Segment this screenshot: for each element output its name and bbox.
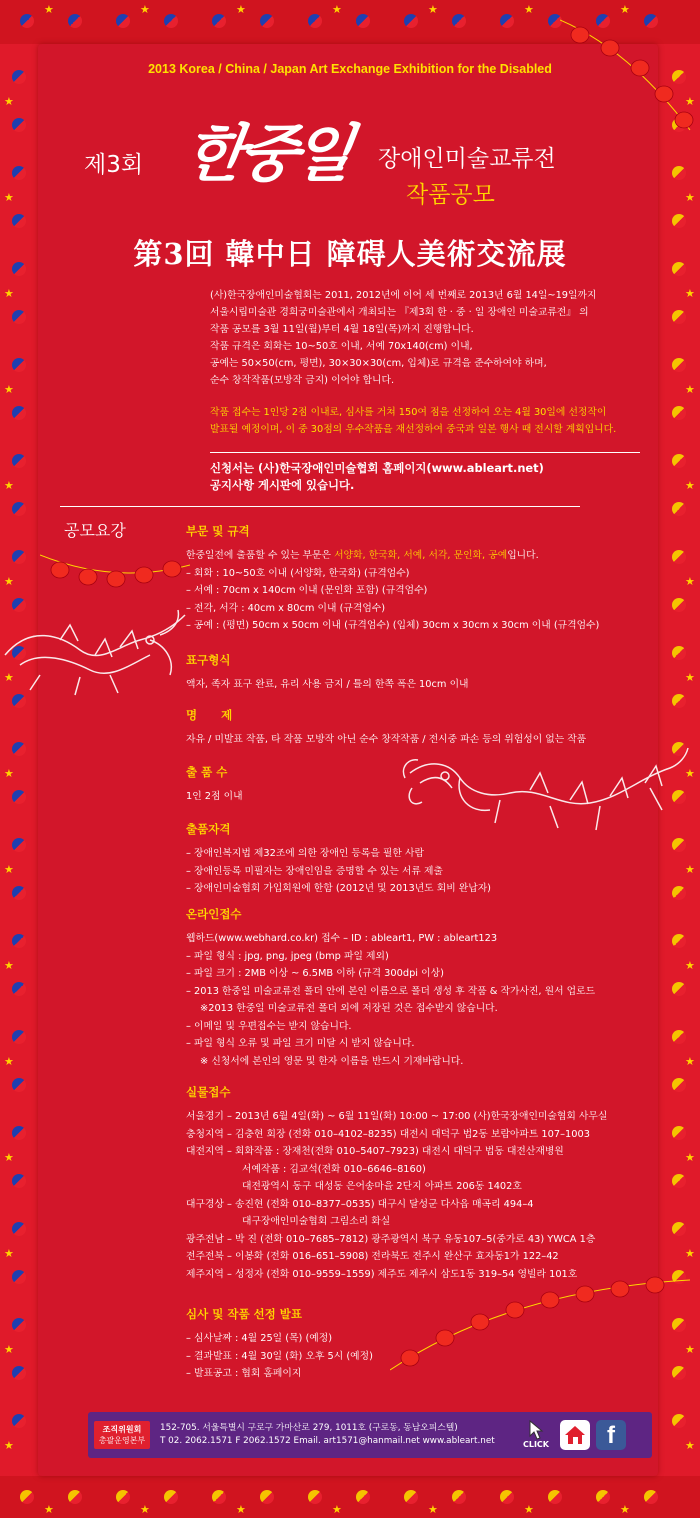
border-dot <box>12 1174 26 1188</box>
section-body <box>186 930 656 1070</box>
cursor-icon <box>528 1420 544 1440</box>
star-icon: ★ <box>524 3 534 16</box>
star-icon: ★ <box>685 383 695 396</box>
border-dot <box>672 550 686 564</box>
border-dot <box>68 1490 82 1504</box>
list-item: – 발표공고 : 협회 홈페이지 <box>186 1368 302 1379</box>
section-title: 부문 및 규격 <box>186 524 250 538</box>
star-icon: ★ <box>685 575 695 588</box>
divider <box>210 452 640 453</box>
border-dot <box>452 14 466 28</box>
list-item: 대구경상 – 송진현 (전화 010–8377–0535) 대구시 달성군 다사읍 매곡리 494–4 <box>186 1198 534 1210</box>
star-icon: ★ <box>685 863 695 876</box>
list-item: 전주전북 – 이봉화 (전화 016–651–5908) 전라북도 전주시 완산구 효자동1가 122–42 <box>186 1251 559 1262</box>
border-dot <box>164 1490 178 1504</box>
star-icon: ★ <box>685 1247 695 1260</box>
address-line: 152-705. 서울특별시 구로구 가마산로 279, 1011호 (구로동, 동남오피스텔) <box>160 1423 458 1433</box>
border-dot <box>12 310 26 324</box>
border-dot <box>672 358 686 372</box>
list-item: 웹하드(www.webhard.co.kr) 접수 – ID : ableart1, PW : ableart123 <box>186 933 498 944</box>
list-item: – 이메일 및 우편접수는 받지 않습니다. <box>186 1020 352 1032</box>
border-dot <box>672 1174 686 1188</box>
star-icon: ★ <box>685 95 695 108</box>
border-dot <box>212 1490 226 1504</box>
border-dot <box>356 14 370 28</box>
organizer-line: 조직위원회 <box>102 1425 142 1434</box>
border-bottom <box>0 1476 700 1518</box>
list-item: – 서예 : 70cm x 140cm 이내 (문인화 포함) (규격엄수) <box>186 585 428 596</box>
star-icon: ★ <box>4 575 14 588</box>
hanja-title: 第3回 韓中日 障碍人美術交流展 <box>133 237 567 271</box>
section-physical <box>186 1084 656 1283</box>
border-dot <box>12 982 26 996</box>
star-icon: ★ <box>4 767 14 780</box>
star-icon: ★ <box>524 1503 534 1516</box>
intro-line: (사)한국장애인미술협회는 2011, 2012년에 이어 세 번째로 2013년 6월 14일~19일까지 <box>210 290 597 301</box>
section-body <box>186 547 656 635</box>
section-title: 실물접수 <box>186 1085 231 1099</box>
section-title: 출 품 수 <box>186 765 228 779</box>
application-line: 공지사항 게시판에 있습니다. <box>210 478 355 492</box>
section-body: 1인 2점 이내 <box>186 791 243 802</box>
facebook-icon: f <box>607 1422 615 1449</box>
list-item: 제주지역 – 성정자 (전화 010–9559–1559) 제주도 제주시 삼도1동 319–54 영빌라 101호 <box>186 1268 578 1280</box>
border-dot <box>308 14 322 28</box>
star-icon: ★ <box>4 479 14 492</box>
border-dot <box>672 1078 686 1092</box>
star-icon: ★ <box>428 3 438 16</box>
border-dot <box>12 1222 26 1236</box>
list-item: – 전각, 서각 : 40cm x 80cm 이내 (규격엄수) <box>186 602 386 614</box>
border-dot <box>116 14 130 28</box>
star-icon: ★ <box>428 1503 438 1516</box>
border-dot <box>212 14 226 28</box>
border-dot <box>672 886 686 900</box>
border-dot <box>308 1490 322 1504</box>
border-dot <box>672 310 686 324</box>
border-dot <box>12 838 26 852</box>
star-icon: ★ <box>4 383 14 396</box>
star-icon: ★ <box>620 1503 630 1516</box>
star-icon: ★ <box>4 671 14 684</box>
border-dot <box>404 14 418 28</box>
border-dot <box>672 694 686 708</box>
border-dot <box>500 14 514 28</box>
star-icon: ★ <box>685 191 695 204</box>
list-item: 서예작품 : 김교석(전화 010–6646–8160) <box>242 1163 426 1175</box>
lead-text: 입니다. <box>507 550 539 561</box>
star-icon: ★ <box>685 1439 695 1452</box>
home-button[interactable] <box>560 1420 590 1450</box>
border-dot <box>12 1030 26 1044</box>
border-dot <box>12 454 26 468</box>
star-icon: ★ <box>685 1151 695 1164</box>
border-dot <box>672 454 686 468</box>
requirements-label: 공모요강 <box>64 521 126 540</box>
section-body: 액자, 족자 표구 완료, 유리 사용 금지 / 틀의 한쪽 폭은 10cm 이내 <box>186 679 469 690</box>
list-item: ※ 신청서에 본인의 영문 및 한자 이름을 반드시 기재바랍니다. <box>200 1055 464 1067</box>
border-dot <box>12 1414 26 1428</box>
border-dot <box>404 1490 418 1504</box>
border-dot <box>356 1490 370 1504</box>
section-title: 온라인접수 <box>186 907 242 921</box>
contact-line: T 02. 2062.1571 F 2062.1572 Email. art1571@hanmail.net www.ableart.net <box>160 1436 495 1446</box>
border-dot <box>260 14 274 28</box>
border-dot <box>12 934 26 948</box>
border-dot <box>500 1490 514 1504</box>
border-dot <box>596 1490 610 1504</box>
list-item: – 장애인등록 미필자는 장애인임을 증명할 수 있는 서류 제출 <box>186 865 443 877</box>
star-icon: ★ <box>332 1503 342 1516</box>
intro-text <box>210 287 650 389</box>
edition-label: 제3회 <box>84 152 144 178</box>
intro-line: 작품 규격은 회화는 10~50호 이내, 서예 70x140(cm) 이내, <box>210 341 473 352</box>
section-body: 자유 / 미발표 작품, 타 작품 모방작 아닌 순수 창작작품 / 전시중 파손 등의 위험성이 없는 작품 <box>186 734 587 745</box>
border-dot <box>672 838 686 852</box>
star-icon: ★ <box>4 1343 14 1356</box>
list-item: 대전광역시 동구 대성동 은어송마을 2단지 아파트 206동 1402호 <box>242 1181 522 1192</box>
intro-line: 서울시립미술관 경희궁미술관에서 개최되는 『제3회 한 · 중 · 일 장애인 미술교류전』 의 <box>210 307 589 318</box>
border-dot <box>644 1490 658 1504</box>
star-icon: ★ <box>236 1503 246 1516</box>
border-dot <box>548 1490 562 1504</box>
application-notice <box>210 460 544 494</box>
star-icon: ★ <box>4 1055 14 1068</box>
border-dot <box>672 646 686 660</box>
list-item: – 파일 크기 : 2MB 이상 ~ 6.5MB 이하 (규격 300dpi 이상) <box>186 968 444 979</box>
divider <box>60 506 580 507</box>
lead-text: 한중일전에 출품할 수 있는 부문은 <box>186 550 335 561</box>
organizer-badge <box>94 1421 150 1449</box>
lantern-string-left-icon <box>40 545 190 605</box>
border-dot <box>672 166 686 180</box>
border-dot <box>672 502 686 516</box>
border-dot <box>672 406 686 420</box>
star-icon: ★ <box>4 191 14 204</box>
border-dot <box>116 1490 130 1504</box>
application-line: 신청서는 (사)한국장애인미술협회 홈페이지(www.ableart.net) <box>210 461 544 475</box>
section-display <box>186 652 656 694</box>
border-dot <box>12 1126 26 1140</box>
lead-highlight: 서양화, 한국화, 서예, 서각, 문인화, 공예 <box>334 550 508 561</box>
intro-line: 공예는 50×50(cm, 평면), 30×30×30(cm, 입체)로 규격을 준수하여야 하며, <box>210 358 547 369</box>
star-icon: ★ <box>685 287 695 300</box>
star-icon: ★ <box>685 767 695 780</box>
border-dot <box>12 1270 26 1284</box>
star-icon: ★ <box>685 1343 695 1356</box>
section-title: 출품자격 <box>186 822 231 836</box>
border-dot <box>12 358 26 372</box>
border-dot <box>12 118 26 132</box>
border-dot <box>68 14 82 28</box>
border-dot <box>452 1490 466 1504</box>
border-dot <box>12 502 26 516</box>
click-button[interactable] <box>516 1420 556 1452</box>
recruit-label: 작품공모 <box>406 182 495 208</box>
border-dot <box>672 598 686 612</box>
intro-highlight-line: 작품 접수는 1인당 2점 이내로, 심사를 거쳐 150여 점을 선정하여 오는 4월 30일에 선정작이 <box>210 407 607 418</box>
star-icon: ★ <box>4 1151 14 1164</box>
border-dot <box>12 214 26 228</box>
border-dot <box>164 14 178 28</box>
home-icon <box>560 1420 590 1450</box>
list-item: ※2013 한중일 미술교류전 폴더 외에 저장된 것은 접수받지 않습니다. <box>200 1003 498 1014</box>
border-dot <box>672 934 686 948</box>
star-icon: ★ <box>236 3 246 16</box>
star-icon: ★ <box>4 863 14 876</box>
border-dot <box>12 550 26 564</box>
border-dot <box>12 1078 26 1092</box>
star-icon: ★ <box>140 1503 150 1516</box>
list-item: – 파일 형식 오류 및 파일 크기 미달 시 받지 않습니다. <box>186 1038 415 1049</box>
section-specification <box>186 707 656 749</box>
list-item: – 파일 형식 : jpg, png, jpeg (bmp 파일 제외) <box>186 950 389 962</box>
section-body <box>186 1108 656 1283</box>
star-icon: ★ <box>685 479 695 492</box>
border-dot <box>12 790 26 804</box>
star-icon: ★ <box>4 95 14 108</box>
border-dot <box>12 886 26 900</box>
division-lead <box>186 547 656 565</box>
border-dot <box>12 166 26 180</box>
list-item: – 장애인복지법 제32조에 의한 장애인 등록을 필한 사람 <box>186 848 424 859</box>
footer-address <box>160 1422 495 1448</box>
section-online <box>186 906 656 1070</box>
list-item: – 결과발표 : 4월 30일 (화) 오후 5시 (예정) <box>186 1350 373 1362</box>
list-item: – 공예 : (평면) 50cm x 50cm 이내 (규격엄수) (입체) 30cm x 30cm x 30cm 이내 (규격엄수) <box>186 620 600 631</box>
dragon-left-icon <box>0 595 190 705</box>
click-label: CLICK <box>522 1440 549 1449</box>
organizer-line: 총괄운영본부 <box>98 1436 146 1445</box>
list-item: 서울경기 – 2013년 6월 4일(화) ~ 6월 11일(화) 10:00 ~ 17:00 (사)한국장애인미술협회 사무실 <box>186 1111 608 1122</box>
border-dot <box>12 1318 26 1332</box>
intro-line: 작품 공모를 3월 11일(월)부터 4월 18일(목)까지 진행합니다. <box>210 324 474 335</box>
list-item: – 심사날짜 : 4월 25일 (목) (예정) <box>186 1333 333 1344</box>
star-icon: ★ <box>4 1439 14 1452</box>
border-dot <box>12 742 26 756</box>
list-item: – 회화 : 10~50호 이내 (서양화, 한국화) (규격엄수) <box>186 567 410 579</box>
list-item: 대전지역 – 회화작품 : 장재천(전화 010–5407–7923) 대전시 대덕구 법동 대전산재병원 <box>186 1146 564 1157</box>
list-item: – 2013 한중일 미술교류전 폴더 안에 본인 이름으로 폴더 생성 후 작품 & 작가사진, 원서 업로드 <box>186 985 596 997</box>
subtitle: 장애인미술교류전 <box>378 146 556 172</box>
list-item: – 장애인미술협회 가입회원에 한함 (2012년 및 2013년도 회비 완납자) <box>186 883 491 894</box>
list-item: 대구장애인미술협회 그림소리 화실 <box>242 1216 391 1227</box>
star-icon: ★ <box>685 1055 695 1068</box>
list-item: 충청지역 – 김충현 회장 (전화 010–4102–8235) 대전시 대덕구 법2동 보람아파트 107–1003 <box>186 1128 590 1140</box>
border-dot <box>672 214 686 228</box>
star-icon: ★ <box>140 3 150 16</box>
star-icon: ★ <box>620 3 630 16</box>
star-icon: ★ <box>685 959 695 972</box>
section-title: 표구형식 <box>186 653 231 667</box>
footer-bar <box>88 1412 652 1458</box>
section-eligibility <box>186 821 656 898</box>
border-dot <box>12 1366 26 1380</box>
star-icon: ★ <box>685 671 695 684</box>
star-icon: ★ <box>332 3 342 16</box>
border-dot <box>20 14 34 28</box>
border-dot <box>672 1222 686 1236</box>
border-dot <box>672 1126 686 1140</box>
star-icon: ★ <box>4 959 14 972</box>
english-title: 2013 Korea / China / Japan Art Exchange Exhibition for the Disabled <box>148 62 552 76</box>
section-body <box>186 845 656 898</box>
border-dot <box>260 1490 274 1504</box>
border-dot <box>20 1490 34 1504</box>
section-body <box>186 1330 656 1383</box>
star-icon: ★ <box>44 1503 54 1516</box>
star-icon: ★ <box>44 3 54 16</box>
main-title: 한중일 <box>180 117 353 190</box>
star-icon: ★ <box>4 1247 14 1260</box>
section-count <box>186 764 656 806</box>
border-dot <box>12 406 26 420</box>
star-icon: ★ <box>4 287 14 300</box>
border-dot <box>672 1030 686 1044</box>
list-item: 광주전남 – 박 진 (전화 010–7685–7812) 광주광역시 북구 유동107–5(중가로 43) YWCA 1층 <box>186 1233 596 1245</box>
section-results <box>186 1306 656 1383</box>
border-dot <box>672 1414 686 1428</box>
intro-line: 순수 창작작품(모방작 금지) 이어야 합니다. <box>210 375 395 386</box>
intro-highlight <box>210 404 650 438</box>
border-dot <box>672 982 686 996</box>
section-title: 심사 및 작품 선정 발표 <box>186 1307 302 1321</box>
facebook-button[interactable] <box>596 1420 626 1450</box>
section-title: 명 제 <box>186 708 233 722</box>
intro-highlight-line: 발표될 예정이며, 이 중 30점의 우수작품을 재선정하여 중국과 일본 행사 때 전시할 계획입니다. <box>210 424 617 435</box>
section-division <box>186 523 656 635</box>
